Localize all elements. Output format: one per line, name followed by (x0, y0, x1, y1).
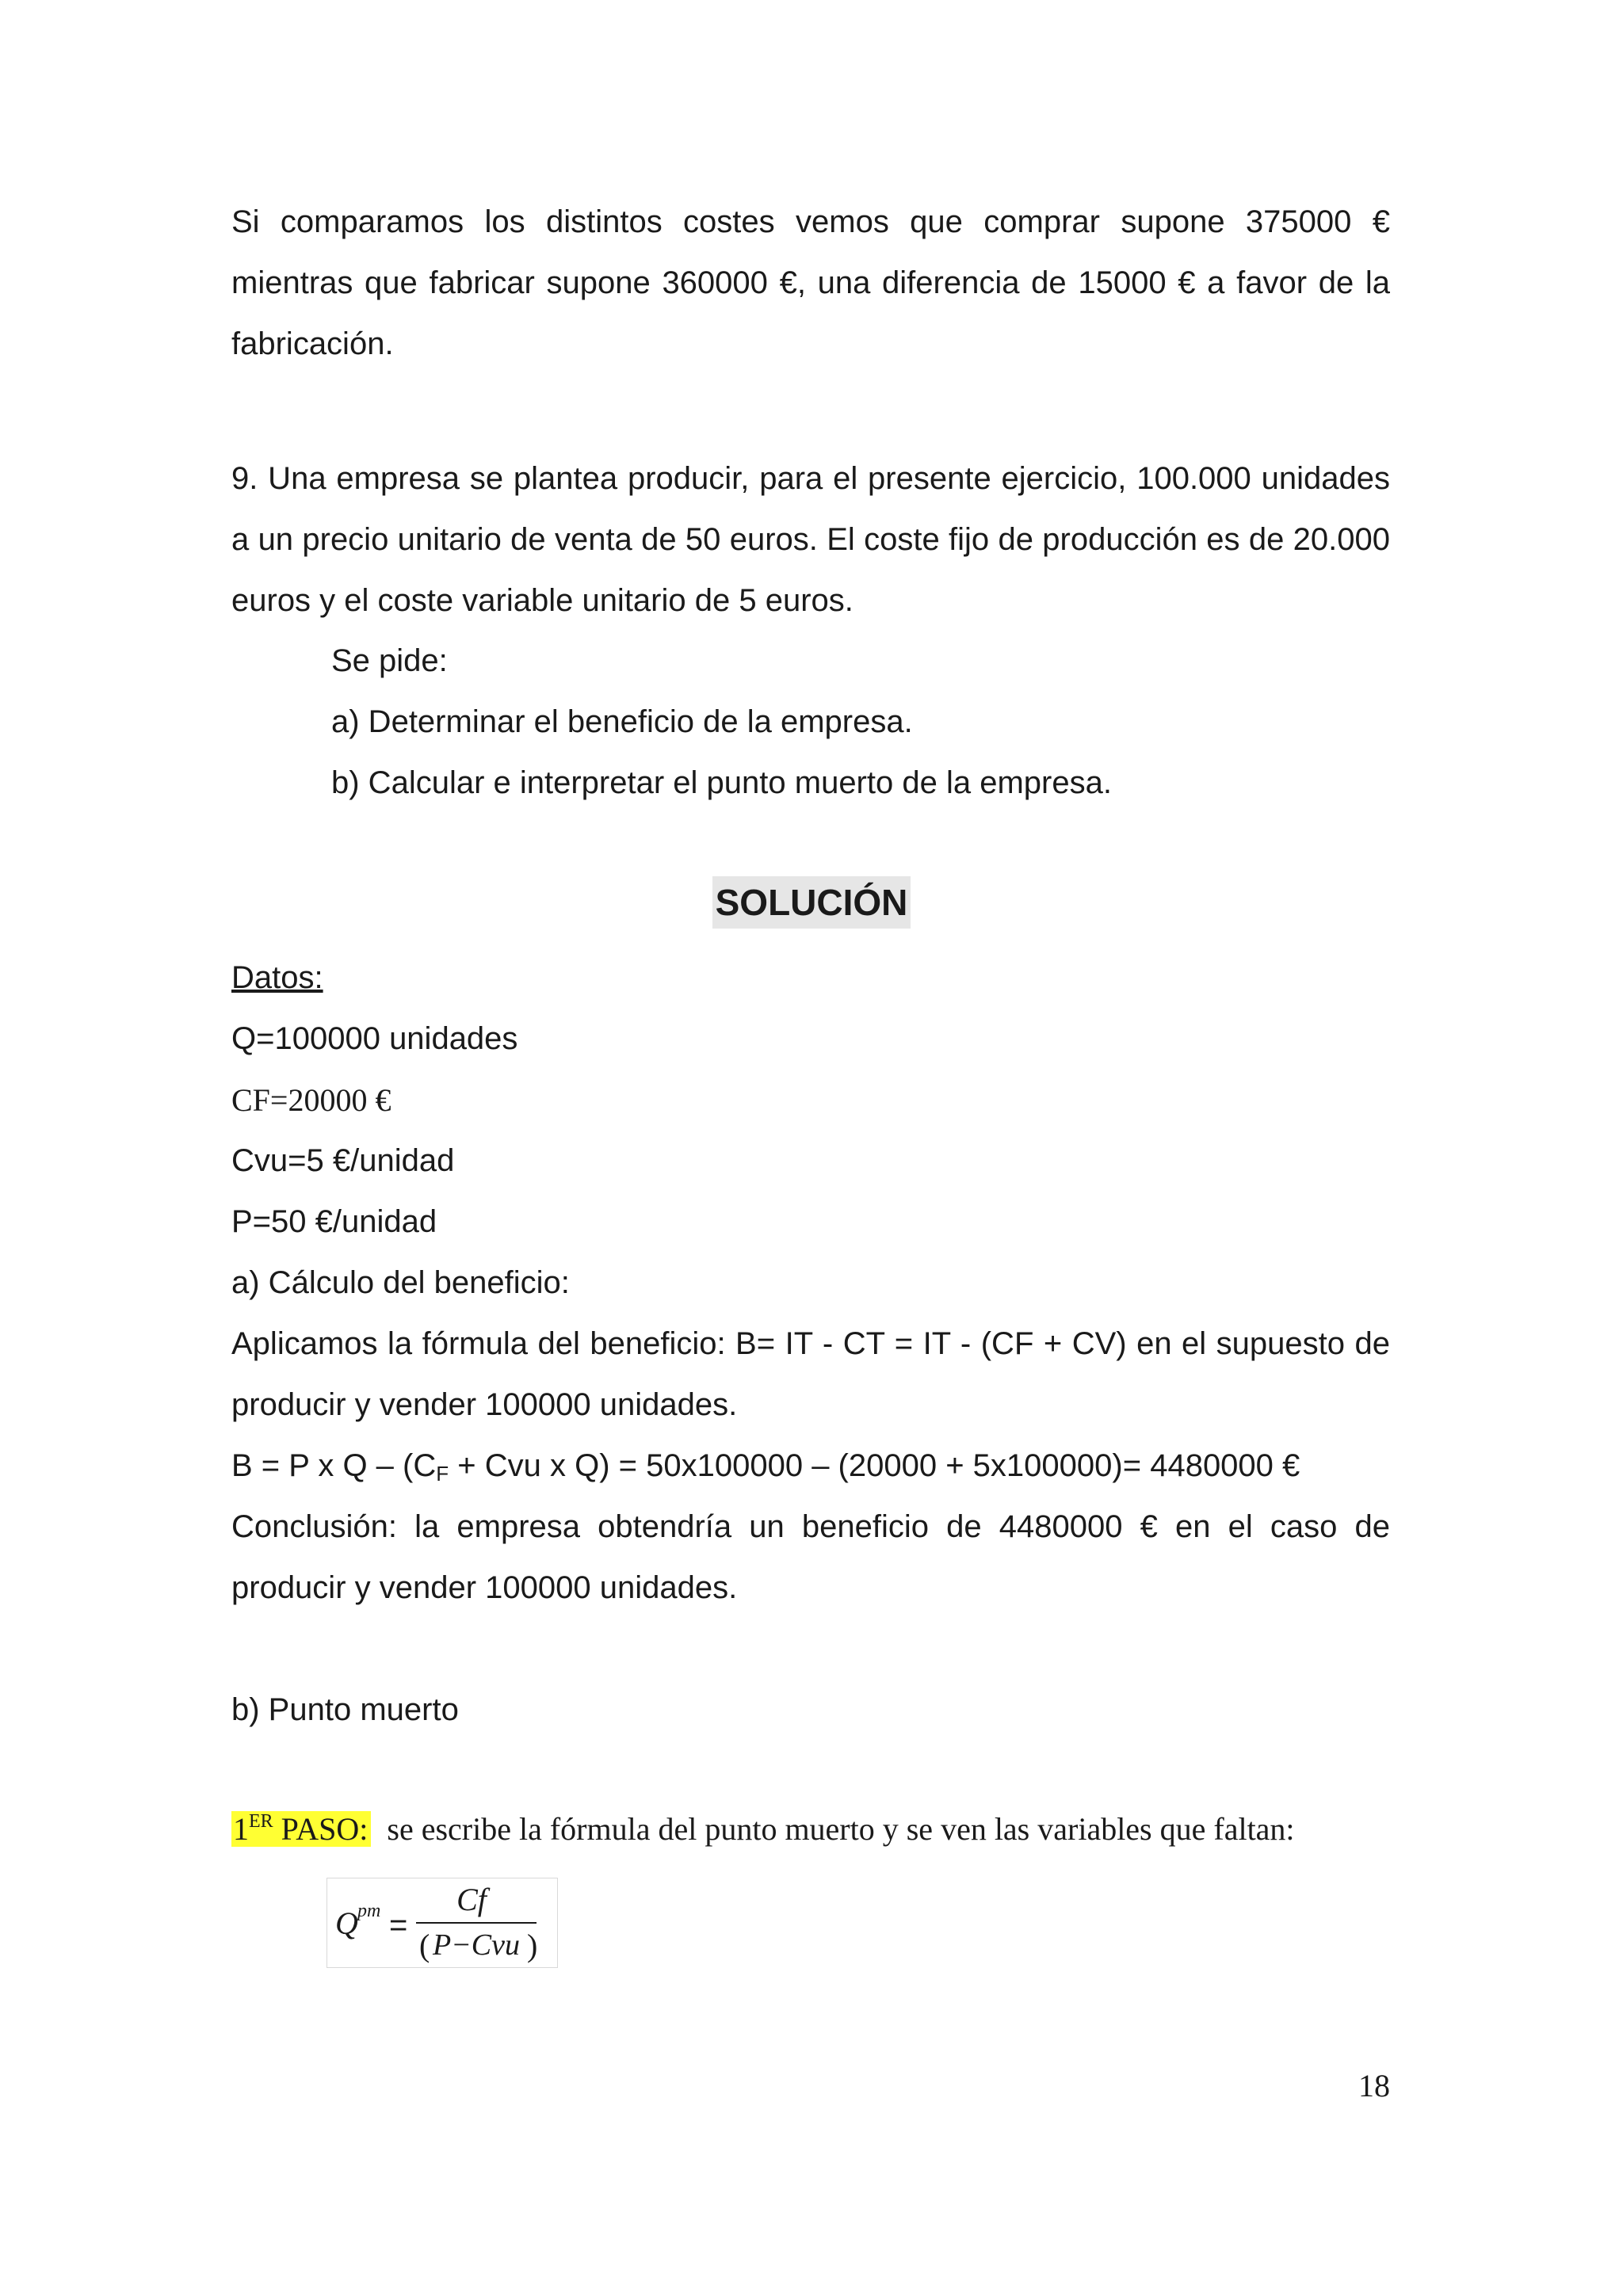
profit-formula (231, 1436, 1300, 1505)
part-a-heading: a) Cálculo del beneficio: (231, 1265, 570, 1300)
profit-formula-subscript: F (436, 1462, 449, 1486)
step-one (231, 1795, 1295, 1855)
step-one-text: se escribe la fórmula del punto muerto y se ven las variables que faltan: (387, 1811, 1295, 1847)
conclusion-paragraph: Conclusión: la empresa obtendría un beneficio de 4480000 € en el caso de producir y vender 100000 unidades. (231, 1509, 1390, 1605)
formula-equals: = (389, 1908, 408, 1943)
problem-statement: 9. Una empresa se plantea producir, para el presente ejercicio, 100.000 unidades a un precio unitario de venta de 50 euros. El coste fijo de producción es de 20.000 euros y el coste variable unitario de 5 euros. (231, 461, 1390, 618)
part-a-explanation: Aplicamos la fórmula del beneficio: B= IT - CT = IT - (CF + CV) en el supuesto de producir y vender 100000 unidades. (231, 1326, 1390, 1422)
step-one-word: PASO: (273, 1811, 369, 1847)
data-unit-variable-cost: Cvu=5 €/unidad (231, 1143, 455, 1178)
comparison-paragraph: Si comparamos los distintos costes vemos que comprar supone 375000 € mientras que fabricar supone 360000 €, una diferencia de 15000 € a favor de la fabricación. (231, 204, 1390, 361)
data-fixed-cost: CF=20000 € (231, 1082, 391, 1118)
step-one-label (231, 1811, 371, 1847)
formula-q-symbol: Q (335, 1905, 358, 1941)
data-price: P=50 €/unidad (231, 1204, 437, 1239)
data-quantity: Q=100000 unidades (231, 1021, 518, 1056)
datos-label: Datos: (231, 960, 323, 995)
formula-left-paren: ( (419, 1928, 430, 1963)
formula-right-paren: ) (527, 1928, 538, 1963)
formula-denominator: P−Cvu (432, 1928, 521, 1962)
break-even-formula-graphic (327, 1878, 557, 1967)
step-one-superscript: ER (249, 1811, 273, 1832)
solution-heading-wrapper (0, 876, 1623, 929)
break-even-formula (327, 1878, 558, 1968)
question-item-a: a) Determinar el beneficio de la empresa. (331, 704, 913, 739)
part-b-heading: b) Punto muerto (231, 1692, 459, 1727)
profit-formula-suffix: + Cvu x Q) = 50x100000 – (20000 + 5x100000)= 4480000 € (449, 1448, 1300, 1483)
page-number: 18 (1358, 2068, 1390, 2103)
solution-heading: SOLUCIÓN (712, 876, 911, 929)
formula-q-superscript: pm (357, 1901, 381, 1921)
step-one-number: 1 (233, 1811, 249, 1847)
formula-numerator: Cf (456, 1882, 487, 1917)
profit-formula-prefix: B = P x Q – (C (231, 1448, 437, 1483)
question-item-b: b) Calcular e interpretar el punto muerto de la empresa. (331, 765, 1112, 800)
question-intro: Se pide: (331, 643, 448, 678)
